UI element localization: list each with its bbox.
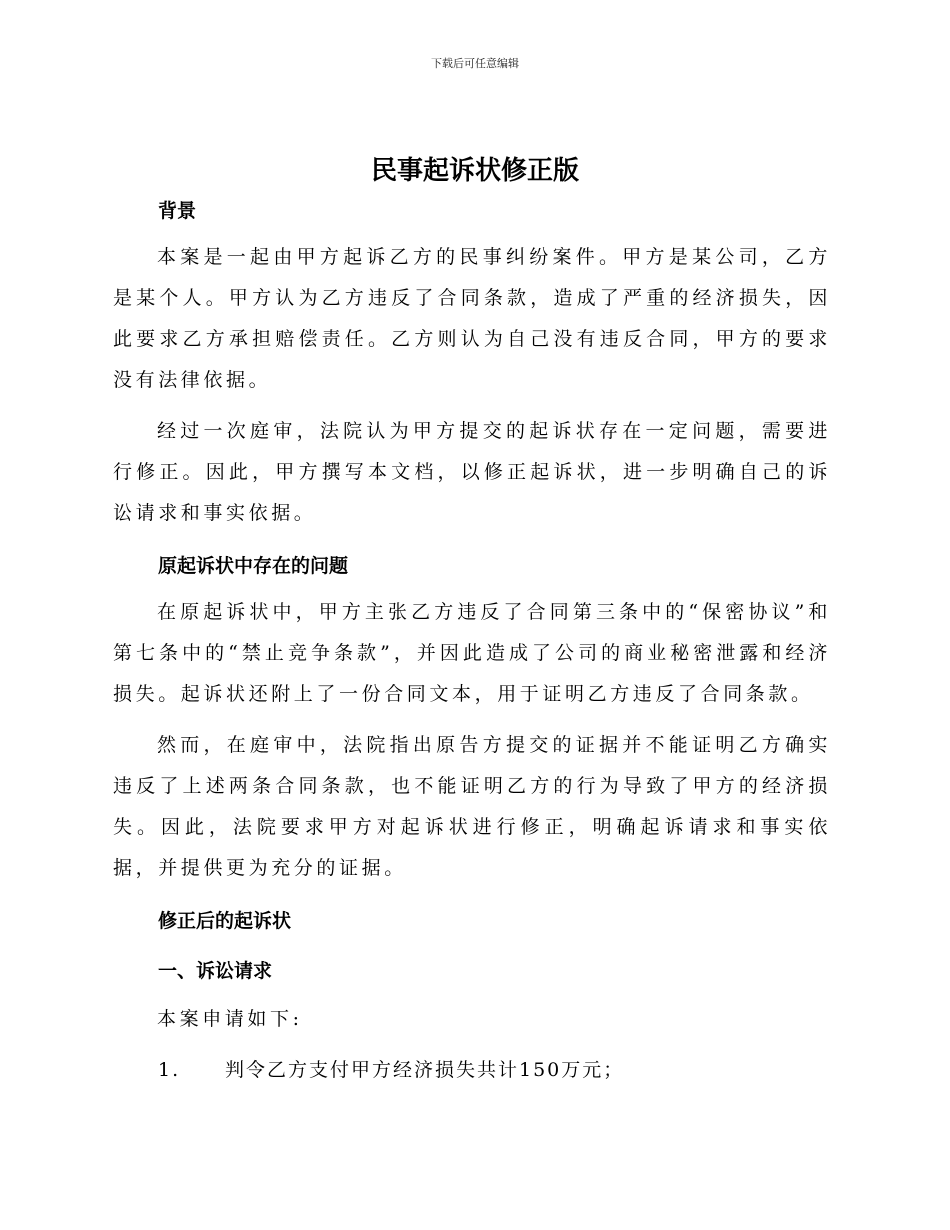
claims-intro: 本案申请如下:	[157, 1008, 303, 1030]
subheading-claims: 一、诉讼请求	[158, 960, 273, 982]
section-heading-revised: 修正后的起诉状	[158, 910, 292, 932]
list-item-number: 1.	[158, 1059, 181, 1081]
issues-paragraph-2: 然而，在庭审中，法院指出原告方提交的证据并不能证明乙方确实违反了上述两条合同条款，也不能证明乙方的行为导致了甲方的经济损失。因此，法院要求甲方对起诉状进行修正，明确起诉请求和事实依据，并提供更为充分的证据。	[113, 734, 831, 879]
page-header-note: 下载后可任意编辑	[431, 57, 519, 70]
issues-paragraph-1: 在原起诉状中，甲方主张乙方违反了合同第三条中的“保密协议”和第七条中的“禁止竞争条款”，并因此造成了公司的商业秘密泄露和经济损失。起诉状还附上了一份合同文本，用于证明乙方违反了合同条款。	[113, 601, 831, 705]
list-item	[113, 1050, 831, 1091]
section-heading-background: 背景	[158, 200, 197, 222]
document-title: 民事起诉状修正版	[370, 156, 579, 186]
background-paragraph-1: 本案是一起由甲方起诉乙方的民事纠纷案件。甲方是某公司，乙方是某个人。甲方认为乙方违反了合同条款，造成了严重的经济损失，因此要求乙方承担赔偿责任。乙方则认为自己没有违反合同，甲方的要求没有法律依据。	[113, 246, 831, 391]
section-heading-issues: 原起诉状中存在的问题	[158, 555, 349, 577]
background-paragraph-2: 经过一次庭审，法院认为甲方提交的起诉状存在一定问题，需要进行修正。因此，甲方撰写本文档，以修正起诉状，进一步明确自己的诉讼请求和事实依据。	[113, 420, 831, 524]
document-body	[113, 193, 831, 1091]
list-item-text: 判令乙方支付甲方经济损失共计150万元；	[225, 1059, 625, 1081]
